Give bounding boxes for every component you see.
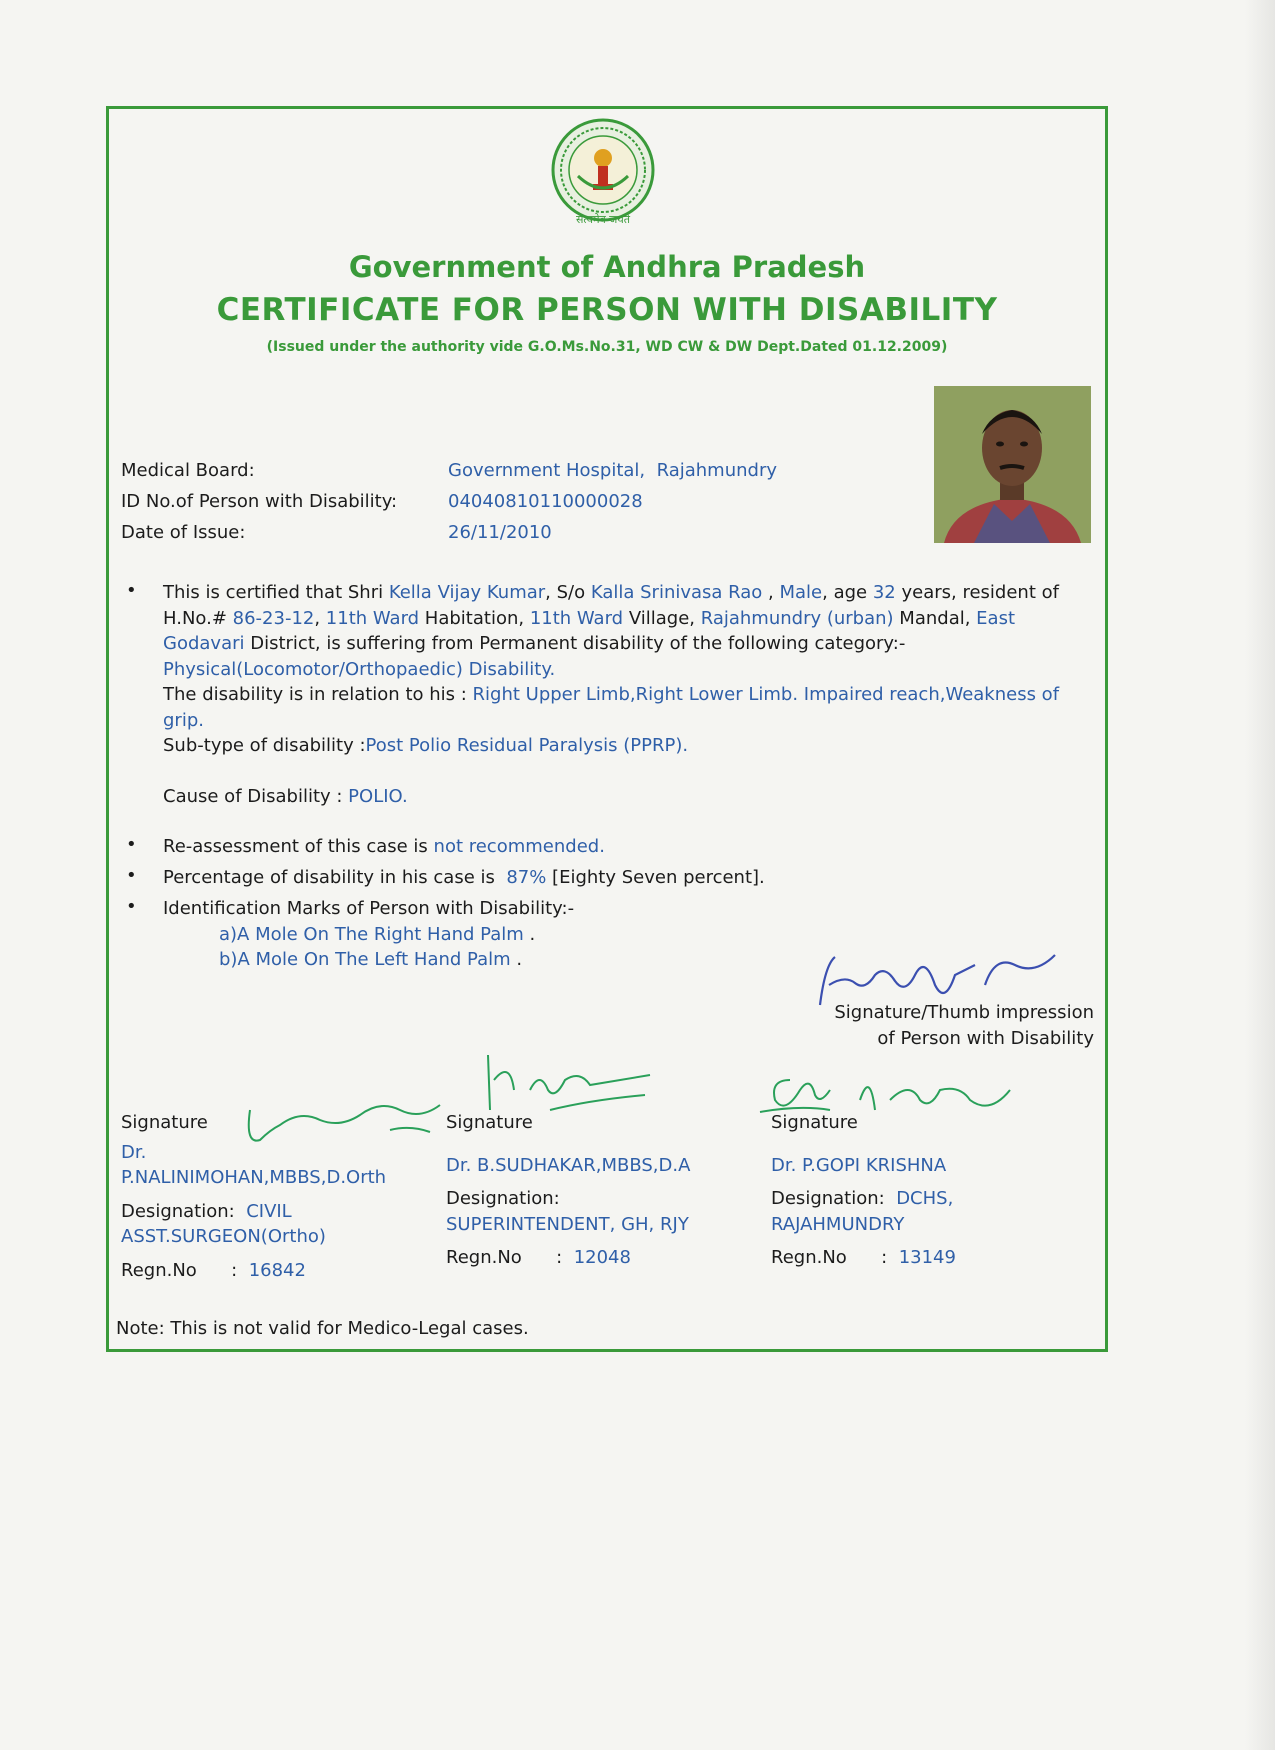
body-text: Village,: [623, 607, 701, 629]
regn-row: [771, 1245, 1071, 1271]
body-text: ,: [314, 607, 326, 629]
relation-value: Right Upper Limb,Right Lower Limb. Impaired reach,Weakness of grip.: [163, 684, 1060, 731]
reassess-value: not recommended.: [433, 836, 605, 857]
signatory-name: Dr. P.GOPI KRISHNA: [771, 1154, 947, 1176]
designation-row: [446, 1186, 746, 1237]
bullet-icon: •: [126, 896, 137, 917]
designation-value: CIVIL ASST.SURGEON(Ortho): [121, 1200, 326, 1247]
cause-label: Cause of Disability :: [163, 786, 349, 807]
regn-sep: :: [556, 1247, 563, 1268]
signatory-3: [771, 1110, 1071, 1271]
regn-row: [446, 1245, 746, 1271]
designation-value: DCHS, RAJAHMUNDRY: [771, 1188, 954, 1235]
body-text: Mandal,: [893, 607, 977, 629]
gender: Male: [779, 582, 823, 603]
subtype-value: Post Polio Residual Paralysis (PPRP).: [365, 735, 689, 756]
regn-sep: :: [231, 1259, 238, 1281]
regn-label: Regn.No: [446, 1247, 522, 1268]
bullet-icon: •: [126, 834, 137, 855]
designation-label: Designation:: [771, 1188, 885, 1209]
district: East Godavari: [163, 607, 1016, 654]
marks-label: Identification Marks of Person with Disability:-: [163, 898, 575, 919]
signatory-2: [446, 1110, 746, 1271]
mark-a: a)A Mole On The Right Hand Palm: [219, 923, 524, 945]
person-photo: [934, 386, 1091, 543]
subtype-label: Sub-type of disability :: [163, 735, 366, 756]
signature-label: Signature: [771, 1112, 858, 1133]
designation-label: Designation:: [446, 1188, 560, 1209]
signature-label: Signature: [121, 1112, 208, 1133]
page-edge-shadow: [1245, 0, 1275, 1750]
village: 11th Ward: [529, 607, 624, 629]
date-label: Date of Issue:: [121, 522, 246, 543]
medical-board-label: Medical Board:: [121, 460, 255, 481]
body-text: Habitation,: [419, 607, 530, 629]
reassess-label: Re-assessment of this case is: [163, 836, 434, 857]
body-text: District, is suffering from Permanent disability of the following category:-: [244, 633, 906, 654]
reassessment-line: [163, 834, 1083, 860]
percent-words: [Eighty Seven percent].: [546, 867, 765, 888]
mandal: Rajahmundry (urban): [700, 607, 894, 629]
person-name: Kella Vijay Kumar: [388, 582, 546, 603]
regn-value: 12048: [573, 1247, 631, 1268]
body-text: years,: [895, 582, 957, 603]
cause-value: POLIO.: [348, 786, 408, 807]
father-name: Kalla Srinivasa Rao: [590, 582, 763, 603]
medical-board-value: Government Hospital, Rajahmundry: [448, 460, 777, 481]
designation-value: SUPERINTENDENT, GH, RJY: [446, 1213, 689, 1235]
body-text: resident of H.No.#: [163, 582, 1059, 629]
regn-value: 13149: [898, 1247, 956, 1268]
body-text: , S/o: [545, 582, 591, 603]
person-signature-line2: of Person with Disability: [877, 1027, 1094, 1049]
percent-label: Percentage of disability in his case is: [163, 867, 507, 888]
validity-note: Note: This is not valid for Medico-Legal cases.: [116, 1318, 529, 1339]
designation-row: [771, 1186, 1001, 1237]
age: 32: [872, 582, 896, 603]
body-text: ,: [762, 582, 780, 603]
id-label: ID No.of Person with Disability:: [121, 491, 398, 512]
regn-sep: :: [881, 1247, 888, 1268]
mark-b: b)A Mole On The Left Hand Palm: [219, 949, 511, 970]
person-signature-block: [798, 1000, 1094, 1051]
signatory-1: [121, 1110, 441, 1283]
signatory-name: Dr. B.SUDHAKAR,MBBS,D.A: [446, 1154, 691, 1176]
certificate-title: CERTIFICATE FOR PERSON WITH DISABILITY: [216, 292, 998, 328]
regn-value: 16842: [248, 1259, 306, 1281]
body-text: , age: [822, 582, 873, 603]
bullet-icon: •: [126, 865, 137, 886]
mark-end: .: [523, 923, 536, 945]
bullet-icon: •: [126, 580, 137, 601]
habitation: 11th Ward: [325, 607, 420, 629]
percent-value: 87%: [506, 867, 547, 888]
mark-end: .: [510, 949, 523, 970]
signatory-name: Dr. P.NALINIMOHAN,MBBS,D.Orth: [121, 1141, 387, 1188]
id-value: 04040810110000028: [448, 491, 643, 512]
designation-label: Designation:: [121, 1200, 235, 1222]
designation-row: [121, 1199, 441, 1250]
regn-row: [121, 1258, 441, 1284]
government-heading: Government of Andhra Pradesh: [348, 250, 866, 284]
relation-label: The disability is in relation to his :: [163, 684, 473, 705]
regn-label: Regn.No: [771, 1247, 847, 1268]
percentage-line: [163, 865, 1083, 891]
certification-paragraph: [163, 580, 1083, 810]
regn-label: Regn.No: [121, 1259, 197, 1281]
body-text: This is certified that Shri: [163, 582, 389, 603]
emblem-motto: सत्यमेव जयते: [575, 213, 630, 226]
house-number: 86-23-12: [232, 607, 315, 629]
authority-line: (Issued under the authority vide G.O.Ms.No.31, WD CW & DW Dept.Dated 01.12.2009): [266, 339, 948, 355]
person-signature-line1: Signature/Thumb impression: [834, 1002, 1094, 1023]
disability-category: Physical(Locomotor/Orthopaedic) Disability.: [163, 658, 556, 680]
date-value: 26/11/2010: [448, 522, 552, 543]
signature-label: Signature: [446, 1112, 533, 1133]
